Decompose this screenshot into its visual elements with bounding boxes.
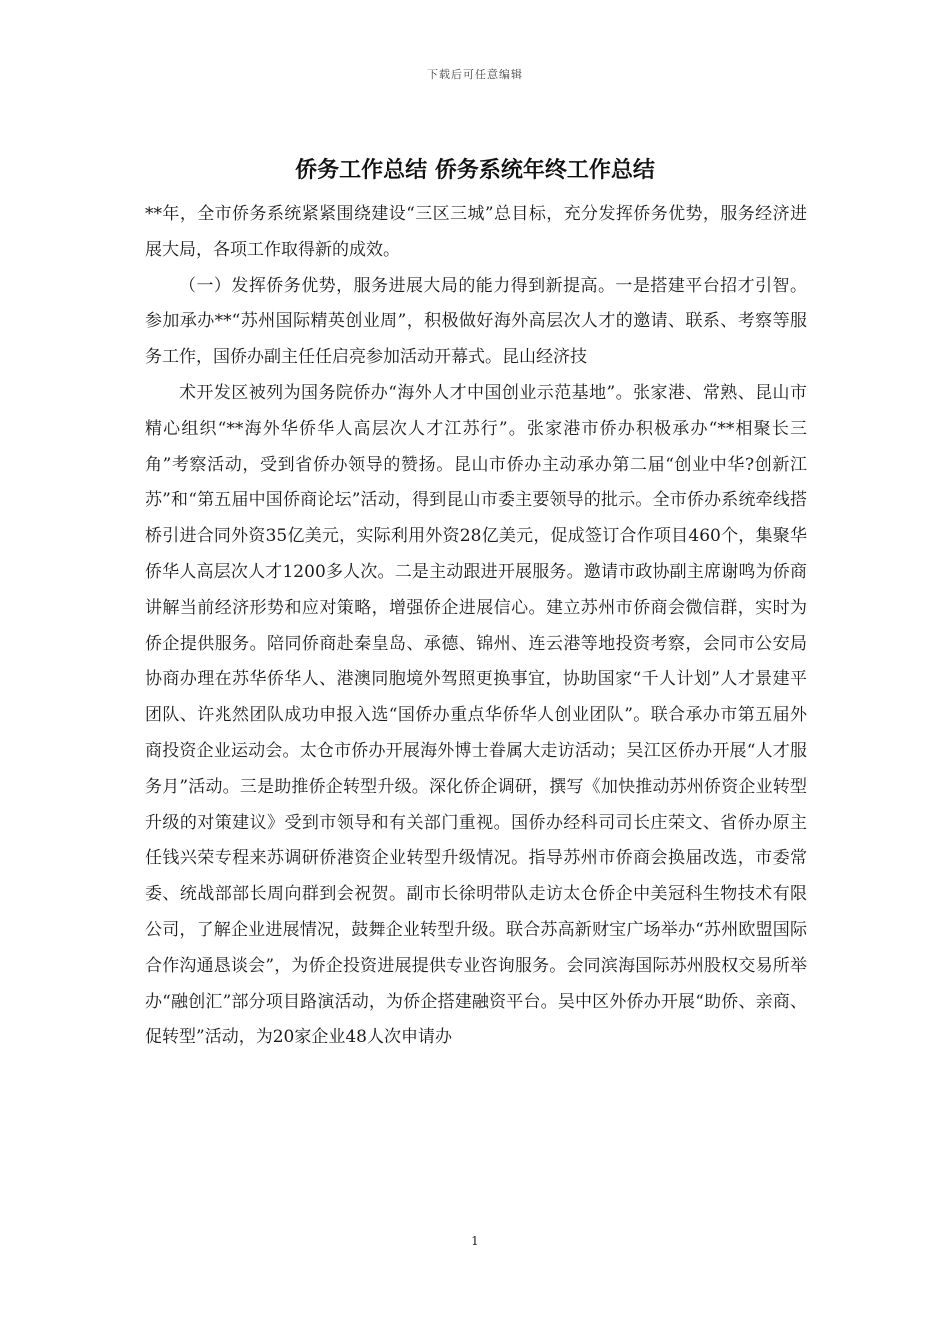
paragraph-section-one-start: （一）发挥侨务优势，服务进展大局的能力得到新提高。一是搭建平台招才引智。参加承办**“苏州国际精英创业周”，积极做好海外高层次人才的邀请、联系、考察等服务工作，国侨办副主任任启亮参加活动开幕式。昆山经济技	[145, 275, 807, 368]
document-title: 侨务工作总结 侨务系统年终工作总结	[295, 158, 655, 183]
paragraph-intro: **年，全市侨务系统紧紧围绕建设“三区三城”总目标，充分发挥侨务优势，服务经济进展大局，各项工作取得新的成效。	[145, 204, 807, 260]
paragraph-section-one-continued: 术开发区被列为国务院侨办“海外人才中国创业示范基地”。张家港、常熟、昆山市精心组织“**海外华侨华人高层次人才江苏行”。张家港市侨办积极承办“**相聚长三角”考察活动，受到省侨办领导的赞扬。昆山市侨办主动承办第二届“创业中华?创新江苏”和“第五届中国侨商论坛”活动，得到昆山市委主要领导的批示。全市侨办系统牵线搭桥引进合同外资35亿美元，实际利用外资28亿美元，促成签订合作项目460个，集聚华侨华人高层次人才1200多人次。二是主动跟进开展服务。邀请市政协副主席谢鸣为侨商讲解当前经济形势和应对策略，增强侨企进展信心。建立苏州市侨商会微信群，实时为侨企提供服务。陪同侨商赴秦皇岛、承德、锦州、连云港等地投资考察，会同市公安局协商办理在苏华侨华人、港澳同胞境外驾照更换事宜，协助国家“千人计划”人才景建平团队、许兆然团队成功申报入选“国侨办重点华侨华人创业团队”。联合承办市第五届外商投资企业运动会。太仓市侨办开展海外博士眷属大走访活动；吴江区侨办开展“人才服务月”活动。三是助推侨企转型升级。深化侨企调研，撰写《加快推动苏州侨资企业转型升级的对策建议》受到市领导和有关部门重视。国侨办经科司司长庄荣文、省侨办原主任钱兴荣专程来苏调研侨港资企业转型升级情况。指导苏州市侨商会换届改选，市委常委、统战部部长周向群到会祝贺。副市长徐明带队走访太仓侨企中美冠科生物技术有限公司，了解企业进展情况，鼓舞企业转型升级。联合苏高新财宝广场举办“苏州欧盟国际合作沟通恳谈会”，为侨企投资进展提供专业咨询服务。会同滨海国际苏州股权交易所举办“融创汇”部分项目路演活动，为侨企搭建融资平台。吴中区外侨办开展“助侨、亲商、促转型”活动，为20家企业48人次申请办	[145, 382, 807, 1048]
page-number: 1	[471, 1234, 479, 1248]
page-header-note: 下载后可任意编辑	[427, 68, 523, 81]
document-body	[145, 197, 807, 1056]
